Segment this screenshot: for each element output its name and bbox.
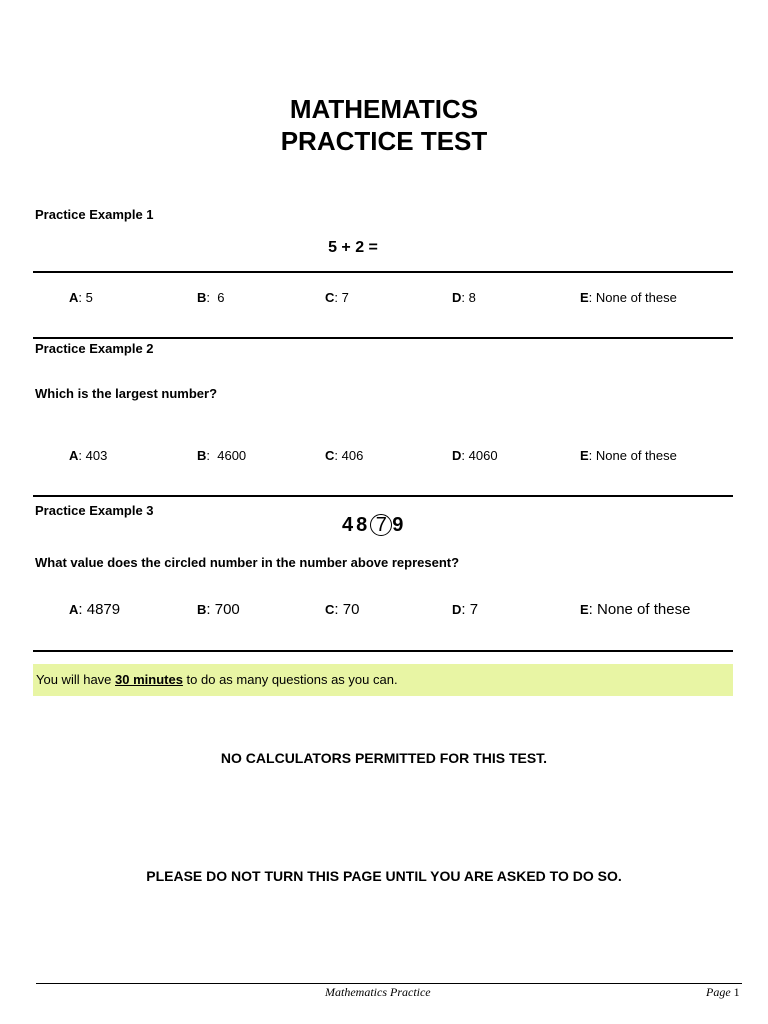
example-2-option-a[interactable]: A: 403: [69, 448, 108, 463]
example-2-option-c[interactable]: C: 406: [325, 448, 364, 463]
page-number: Page 1: [706, 985, 740, 999]
circled-number: 48 7 9: [342, 514, 407, 536]
no-calculators-notice: NO CALCULATORS PERMITTED FOR THIS TEST.: [220, 750, 548, 766]
example-2-question: Which is the largest number?: [35, 386, 218, 401]
example-3-option-d[interactable]: D: 7: [452, 601, 479, 618]
title-line-1: MATHEMATICS: [289, 94, 479, 124]
circled-digit: 7: [370, 514, 392, 536]
example-2-option-e[interactable]: E: None of these: [580, 448, 677, 463]
footer-title: Mathematics Practice: [325, 985, 431, 999]
do-not-turn-notice: PLEASE DO NOT TURN THIS PAGE UNTIL YOU ARE ASKED TO DO SO.: [146, 868, 622, 884]
example-3-option-b[interactable]: B: 700: [197, 601, 240, 618]
divider: [33, 271, 733, 273]
example-1-option-c[interactable]: C: 7: [325, 290, 349, 305]
page-title: [0, 93, 768, 157]
divider: [33, 650, 733, 652]
example-3-question: What value does the circled number in the number above represent?: [35, 555, 460, 570]
example-3-option-c[interactable]: C: 70: [325, 601, 360, 618]
example-1-option-a[interactable]: A: 5: [69, 290, 93, 305]
time-limit-highlight: 30 minutes: [115, 672, 183, 687]
footer-divider: [36, 983, 742, 984]
title-line-2: PRACTICE TEST: [280, 126, 488, 156]
example-3-label: Practice Example 3: [35, 503, 154, 518]
example-2-option-b[interactable]: B: 4600: [197, 448, 247, 463]
example-3-option-a[interactable]: A: 4879: [69, 601, 121, 618]
example-1-option-b[interactable]: B: 6: [197, 290, 225, 305]
time-limit-note: You will have 30 minutes to do as many questions as you can.: [33, 664, 733, 696]
example-2-option-d[interactable]: D: 4060: [452, 448, 498, 463]
divider: [33, 495, 733, 497]
example-1-expression: 5 + 2 =: [328, 239, 378, 256]
example-1-label: Practice Example 1: [35, 207, 154, 222]
example-2-label: Practice Example 2: [35, 341, 154, 356]
divider: [33, 337, 733, 339]
example-1-option-e[interactable]: E: None of these: [580, 290, 677, 305]
example-1-option-d[interactable]: D: 8: [452, 290, 476, 305]
example-3-option-e[interactable]: E: None of these: [580, 601, 691, 618]
